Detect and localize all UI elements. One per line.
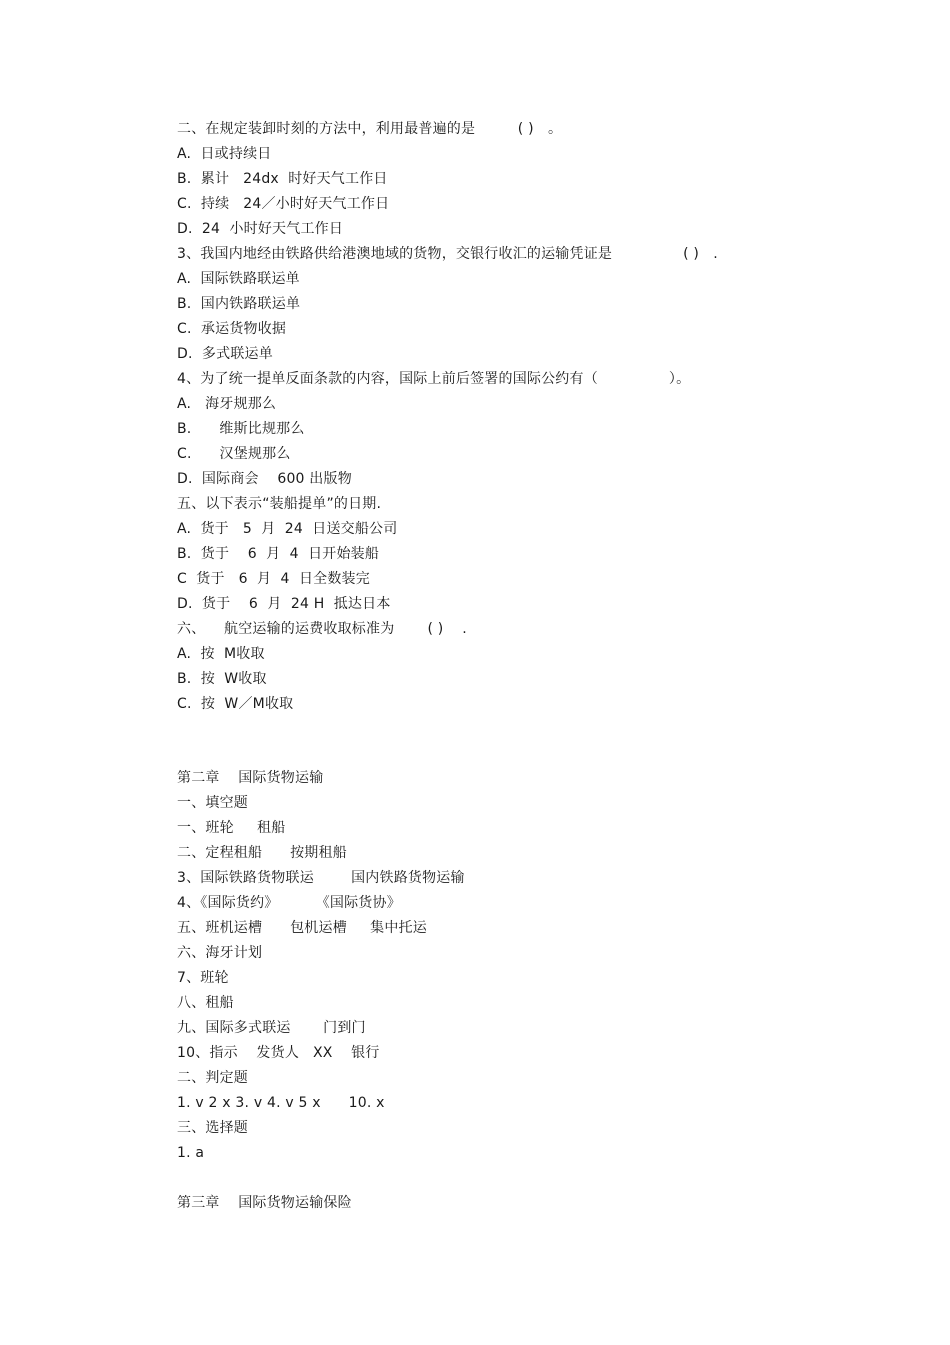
answer-item: 九、国际多式联运 门到门 xyxy=(177,1020,366,1036)
option-a: A. 货于 5 月 24 日送交船公司 xyxy=(177,521,398,537)
option-d: D. 国际商会 600 出版物 xyxy=(177,471,352,487)
option-c: C. 承运货物收据 xyxy=(177,321,287,337)
option-a: A. 按 M收取 xyxy=(177,646,265,662)
option-d: D. 24 小时好天气工作日 xyxy=(177,221,344,237)
answer-item: 1. a xyxy=(177,1145,205,1161)
answer-item: 7、班轮 xyxy=(177,970,229,986)
section-heading: 二、判定题 xyxy=(177,1070,248,1086)
option-b: B. 累计 24dx 时好天气工作日 xyxy=(177,171,388,187)
section-heading: 三、选择题 xyxy=(177,1120,248,1136)
option-b: B. 货于 6 月 4 日开始装船 xyxy=(177,546,380,562)
answer-item: 二、定程租船 按期租船 xyxy=(177,845,347,861)
option-d: D. 货于 6 月 24 H 抵达日本 xyxy=(177,596,391,612)
option-c: C 货于 6 月 4 日全数装完 xyxy=(177,571,370,587)
option-a: A. 国际铁路联运单 xyxy=(177,271,300,287)
question-2: 二、在规定装卸时刻的方法中，利用最普遍的是 ( ) 。 xyxy=(177,121,563,137)
answer-item: 六、海牙计划 xyxy=(177,945,263,961)
answer-item: 五、班机运槽 包机运槽 集中托运 xyxy=(177,920,427,936)
option-c: C. 汉堡规那么 xyxy=(177,446,291,462)
question-5: 五、以下表示“装船提单”的日期. xyxy=(177,496,382,512)
question-3: 3、我国内地经由铁路供给港澳地域的货物，交银行收汇的运输凭证是 ( ) . xyxy=(177,246,718,262)
answer-item: 4、《国际货约》 《国际货协》 xyxy=(177,895,401,911)
answer-item: 八、租船 xyxy=(177,995,234,1011)
chapter-2-heading: 第二章 国际货物运输 xyxy=(177,770,324,786)
question-4: 4、为了统一提单反面条款的内容，国际上前后签署的国际公约有（ ）。 xyxy=(177,371,691,387)
chapter-3-heading: 第三章 国际货物运输保险 xyxy=(177,1195,352,1211)
option-b: B. 国内铁路联运单 xyxy=(177,296,301,312)
answer-item: 3、国际铁路货物联运 国内铁路货物运输 xyxy=(177,870,465,886)
option-c: C. 按 W／M收取 xyxy=(177,696,294,712)
question-6: 六、 航空运输的运费收取标准为 ( ) . xyxy=(177,621,467,637)
answer-item: 1. v 2 x 3. v 4. v 5 x 10. x xyxy=(177,1095,385,1111)
section-heading: 一、填空题 xyxy=(177,795,248,811)
option-b: B. 按 W收取 xyxy=(177,671,267,687)
option-d: D. 多式联运单 xyxy=(177,346,273,362)
option-a: A. 日或持续日 xyxy=(177,146,272,162)
option-a: A. 海牙规那么 xyxy=(177,396,277,412)
answer-item: 10、指示 发货人 XX 银行 xyxy=(177,1045,380,1061)
option-c: C. 持续 24／小时好天气工作日 xyxy=(177,196,390,212)
answer-item: 一、班轮 租船 xyxy=(177,820,286,836)
option-b: B. 维斯比规那么 xyxy=(177,421,305,437)
